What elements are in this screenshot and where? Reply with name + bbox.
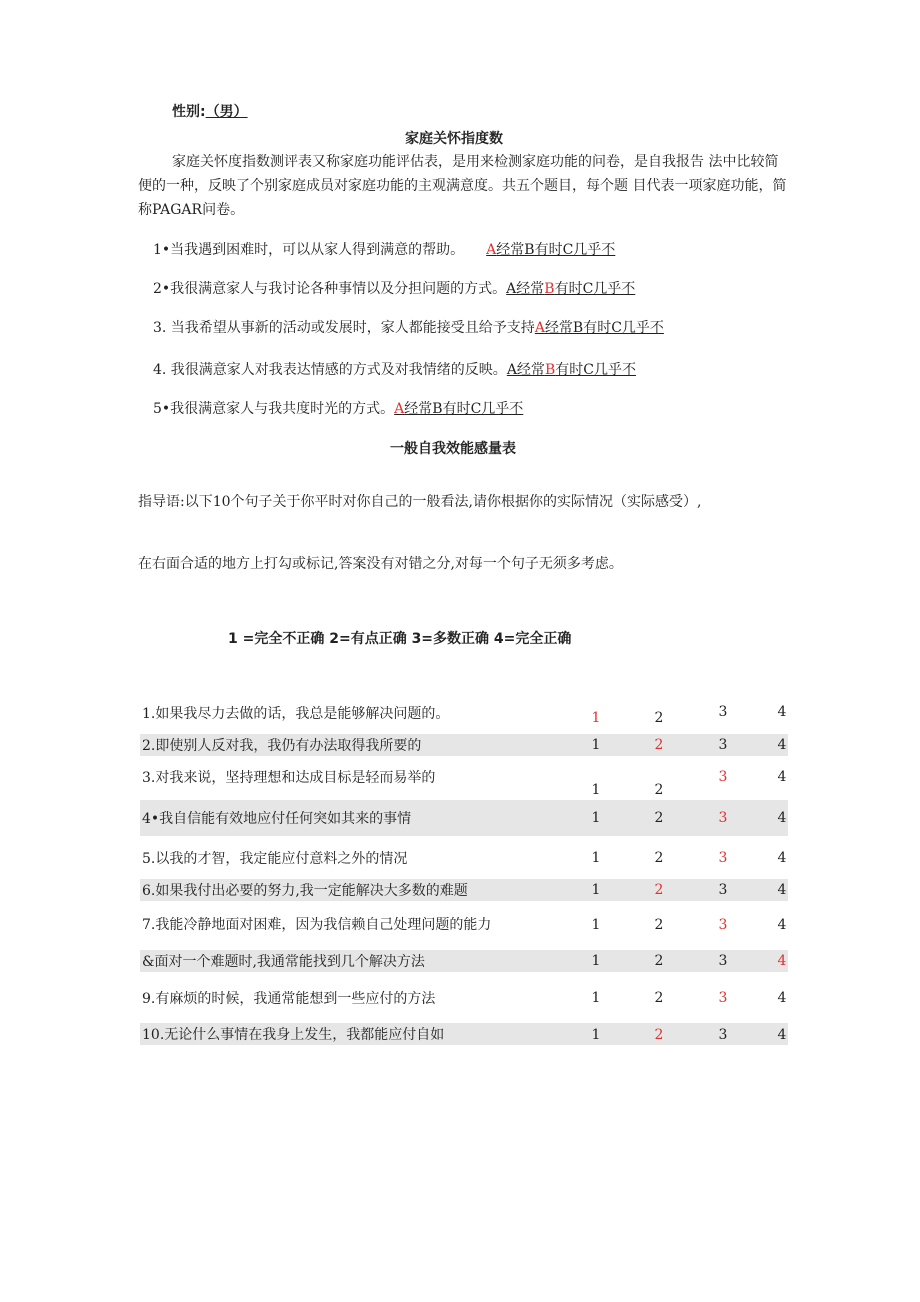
table-row: [140, 1023, 788, 1045]
item-text: 9.有麻烦的时候，我通常能想到一些应付的方法: [142, 991, 436, 1007]
score-option-4[interactable]: 4: [777, 810, 787, 826]
score-option-4[interactable]: 4: [777, 1027, 787, 1043]
score-option-3[interactable]: 3: [718, 810, 728, 826]
table-row: [140, 950, 788, 972]
score-option-1[interactable]: 1: [591, 990, 601, 1006]
score-option-2[interactable]: 2: [654, 810, 664, 826]
score-option-3[interactable]: 3: [718, 704, 728, 720]
apgar-title: 家庭关怀指度数: [405, 131, 503, 147]
apgar-intro: 家庭关怀度指数测评表又称家庭功能评估表，是用来检测家庭功能的问卷，是自我报告 法中比较简便的一种，反映了个别家庭成员对家庭功能的主观满意度。共五个题目，每个题 目代表一项家庭功能，简称PAGAR问卷。: [138, 154, 787, 218]
score-option-4[interactable]: 4: [777, 990, 787, 1006]
item-text: 10.无论什么事情在我身上发生，我都能应付自如: [142, 1027, 445, 1043]
item-text: 6.如果我付出必要的努力,我一定能解决大多数的难题: [142, 883, 468, 899]
score-option-3[interactable]: 3: [718, 737, 728, 753]
score-option-3[interactable]: 3: [718, 1027, 728, 1043]
table-row: [140, 734, 788, 756]
apgar-question-2: 2•我很满意家人与我讨论各种事情以及分担问题的方式。A经常B有时C几乎不: [153, 281, 636, 297]
score-option-2[interactable]: 2: [654, 882, 664, 898]
gse-scale-legend: 1 =完全不正确 2=有点正确 3=多数正确 4=完全正确: [228, 631, 572, 647]
item-text: 4•我自信能有效地应付任何突如其来的事情: [142, 811, 412, 827]
table-row: [140, 800, 788, 836]
table-row: [140, 912, 788, 938]
table-row: [140, 702, 788, 726]
score-option-2[interactable]: 2: [654, 782, 664, 798]
gse-instruction-2: 在右面合适的地方上打勾或标记,答案没有对错之分,对每一个句子无须多考虑。: [138, 556, 623, 572]
apgar-question-1: 1•当我遇到困难时，可以从家人得到满意的帮助。 A经常B有时C几乎不: [153, 242, 616, 258]
apgar-options[interactable]: A经常B有时C几乎不: [534, 320, 664, 336]
gse-instruction-1: 指导语:以下10个句子关于你平时对你自己的一般看法,请你根据你的实际情况（实际感受）,: [138, 494, 702, 510]
apgar-options[interactable]: A经常B有时C几乎不: [394, 401, 524, 417]
apgar-question-5: 5•我很满意家人与我共度时光的方式。A经常B有时C几乎不: [153, 401, 524, 417]
score-option-4[interactable]: 4: [777, 850, 787, 866]
score-option-3[interactable]: 3: [718, 953, 728, 969]
score-option-1[interactable]: 1: [591, 917, 601, 933]
apgar-question-3: 3. 当我希望从事新的活动或发展时，家人都能接受且给予支持A经常B有时C几乎不: [153, 320, 664, 336]
score-option-1[interactable]: 1: [591, 710, 601, 726]
table-row: [140, 847, 788, 869]
item-text: 3.对我来说，坚持理想和达成目标是轻而易举的: [142, 770, 436, 786]
table-row: [140, 987, 788, 1009]
score-option-4[interactable]: 4: [777, 704, 787, 720]
apgar-options[interactable]: A经常B有时C几乎不: [506, 281, 636, 297]
score-option-2[interactable]: 2: [654, 850, 664, 866]
score-option-3[interactable]: 3: [718, 850, 728, 866]
score-option-3[interactable]: 3: [718, 990, 728, 1006]
score-option-1[interactable]: 1: [591, 810, 601, 826]
gender-label: 性别:: [172, 104, 206, 120]
score-option-1[interactable]: 1: [591, 850, 601, 866]
apgar-options[interactable]: A经常B有时C几乎不: [506, 362, 636, 378]
gender-value: （男）: [205, 104, 248, 120]
item-text: &面对一个难题时,我通常能找到几个解决方法: [142, 954, 425, 970]
gse-title: 一般自我效能感量表: [390, 441, 516, 457]
item-text: 5.以我的才智，我定能应付意料之外的情况: [142, 851, 408, 867]
score-option-4[interactable]: 4: [777, 953, 787, 969]
table-row: [140, 879, 788, 901]
score-option-4[interactable]: 4: [777, 882, 787, 898]
score-option-1[interactable]: 1: [591, 953, 601, 969]
item-text: 1.如果我尽力去做的话，我总是能够解决问题的。: [142, 706, 450, 722]
score-option-2[interactable]: 2: [654, 990, 664, 1006]
score-option-2[interactable]: 2: [654, 1027, 664, 1043]
score-option-1[interactable]: 1: [591, 882, 601, 898]
table-row: [140, 767, 788, 801]
score-option-1[interactable]: 1: [591, 737, 601, 753]
apgar-question-4: 4. 我很满意家人对我表达情感的方式及对我情绪的反映。A经常B有时C几乎不: [153, 362, 636, 378]
score-option-2[interactable]: 2: [654, 710, 664, 726]
gender-field: [172, 101, 248, 121]
score-option-3[interactable]: 3: [718, 882, 728, 898]
score-option-1[interactable]: 1: [591, 1027, 601, 1043]
score-option-1[interactable]: 1: [591, 782, 601, 798]
apgar-options[interactable]: A经常B有时C几乎不: [486, 242, 616, 258]
score-option-4[interactable]: 4: [777, 917, 787, 933]
score-option-4[interactable]: 4: [777, 769, 787, 785]
score-option-2[interactable]: 2: [654, 737, 664, 753]
score-option-2[interactable]: 2: [654, 953, 664, 969]
score-option-4[interactable]: 4: [777, 737, 787, 753]
item-text: 7.我能冷静地面对困难，因为我信赖自己处理问题的能力: [142, 917, 492, 933]
score-option-3[interactable]: 3: [718, 917, 728, 933]
score-option-2[interactable]: 2: [654, 917, 664, 933]
score-option-3[interactable]: 3: [718, 769, 728, 785]
item-text: 2.即使别人反对我，我仍有办法取得我所要的: [142, 738, 422, 754]
